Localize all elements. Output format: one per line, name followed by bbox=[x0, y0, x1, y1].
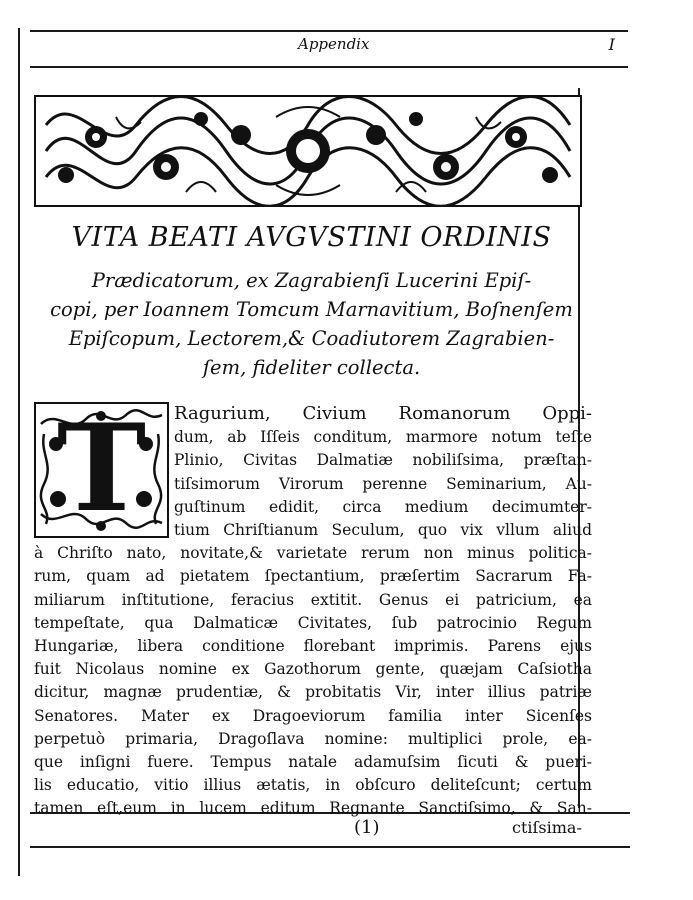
body-line: fuit Nicolaus nomine ex Gazothorum gente, quæjam Caſsiotha bbox=[34, 660, 592, 679]
top-rule bbox=[30, 30, 628, 32]
drop-cap bbox=[34, 402, 169, 538]
body-line: tempeſtate, qua Dalmaticæ Civitates, ſub patrocinio Regum bbox=[34, 613, 592, 632]
body-line: Ragurium, Civium Romanorum Oppi- bbox=[174, 403, 592, 424]
title-line-2: Prædicatorum, ex Zagrabienſi Lucerini Epiſ- bbox=[91, 269, 532, 292]
signature-mark: (1) bbox=[354, 817, 380, 838]
title-line-1: VITA BEATI AVGVSTINI ORDINIS bbox=[71, 222, 552, 253]
body-line: Plinio, Civitas Dalmatiæ nobiliſsima, præſtan- bbox=[174, 451, 592, 470]
body-line: tiſsimorum Virorum perenne Seminarium, Au- bbox=[174, 474, 592, 493]
woodcut-headpiece bbox=[34, 95, 582, 207]
body-line: à Chriſto nato, novitate,& varietate rerum non minus politica- bbox=[34, 544, 592, 563]
body-line: guſtinum edidit, circa medium decimumter- bbox=[174, 497, 592, 516]
body-line: Senatores. Mater ex Dragoeviorum familia inter Sicenſes bbox=[34, 706, 592, 725]
title-line-4: Epiſcopum, Lectorem,& Coadiutorem Zagrabien- bbox=[68, 327, 555, 350]
body-line: Hungariæ, libera conditione florebant imprimis. Parens ejus bbox=[34, 637, 592, 655]
header-rule bbox=[30, 66, 628, 68]
body-line: lis educatio, vitio illius ætatis, in obſcuro deliteſcunt; certum bbox=[34, 776, 592, 795]
body-line: perpetuò primaria, Dragoſlava nomine: multiplici prole, ea- bbox=[34, 729, 592, 748]
left-border bbox=[18, 28, 20, 876]
body-line: rum, quam ad pietatem ſpectantium, præſertim Sacrarum Fa- bbox=[34, 567, 592, 586]
body-line: dicitur, magnæ prudentiæ, & probitatis Vir, inter illius patriæ bbox=[34, 683, 592, 702]
title-line-3: copi, per Ioannem Tomcum Marnavitium, Boſnenſem bbox=[50, 298, 573, 321]
body-line: miliarum inſtitutione, feracius extitit. Genus ei patricium, ea bbox=[34, 590, 592, 609]
floral-ornament-icon bbox=[36, 97, 580, 205]
body-line: dum, ab Iſſeis conditum, marmore notum teſte bbox=[174, 428, 592, 447]
body-line: que inſigni fuere. Tempus natale adamuſsim ſicuti & pueri- bbox=[34, 753, 592, 771]
running-title: Appendix bbox=[298, 35, 370, 53]
body-line: tamen eſt,eum in lucem editum Regnante Sanctiſsimo, & San- bbox=[34, 799, 592, 818]
drop-cap-letter: T bbox=[56, 402, 147, 538]
catchword: ctiſsima- bbox=[512, 818, 582, 837]
title-line-5: ſem, fideliter collecta. bbox=[202, 356, 421, 379]
folio-number: I bbox=[608, 35, 615, 54]
bottom-rule-lower bbox=[30, 846, 630, 848]
body-line: tium Chriſtianum Seculum, quo vix vllum aliud bbox=[174, 521, 592, 539]
